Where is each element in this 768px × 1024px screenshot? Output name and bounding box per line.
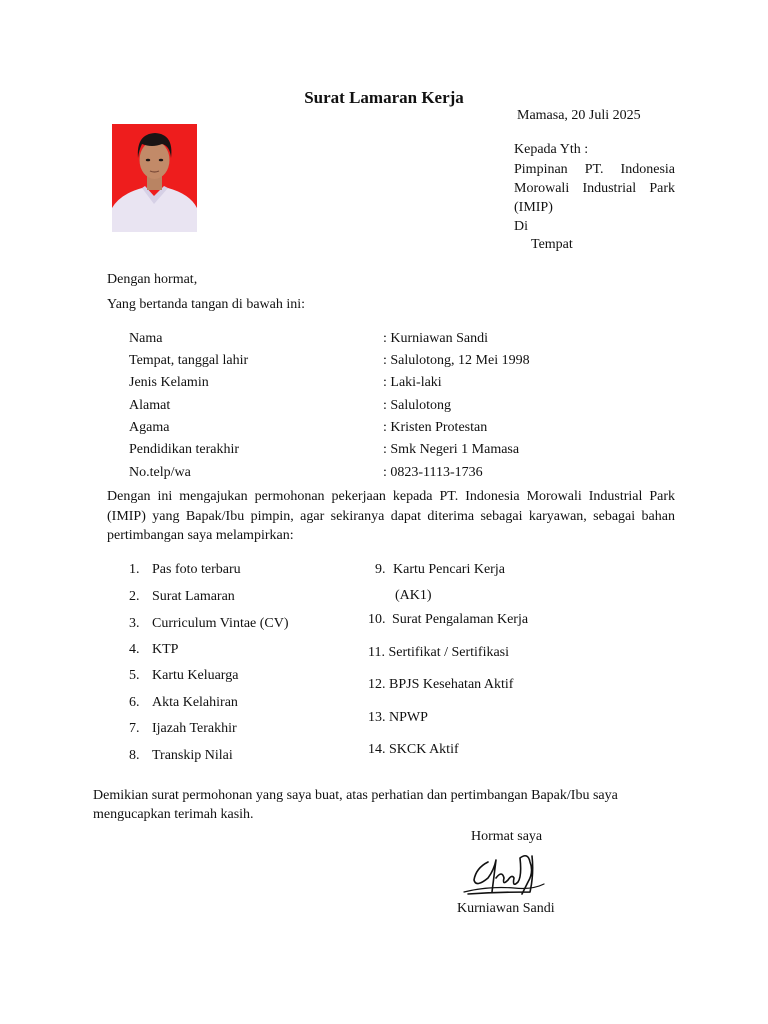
detail-row <box>129 420 689 440</box>
detail-value: : Kurniawan Sandi <box>383 331 488 346</box>
list-text: Pas foto terbaru <box>152 562 241 577</box>
applicant-photo <box>112 124 197 232</box>
list-item <box>368 742 459 758</box>
list-number: 8. <box>129 748 140 763</box>
list-text: (AK1) <box>395 588 432 603</box>
sign-off: Hormat saya <box>471 829 543 844</box>
detail-label: Tempat, tanggal lahir <box>129 353 249 368</box>
list-item <box>368 677 513 693</box>
detail-row <box>129 398 689 418</box>
list-item <box>129 616 289 632</box>
list-number: 4. <box>129 642 140 657</box>
list-text: Surat Pengalaman Kerja <box>392 612 529 627</box>
detail-label: Nama <box>129 331 163 346</box>
detail-value: : Salulotong, 12 Mei 1998 <box>383 353 530 368</box>
list-text: KTP <box>152 642 179 657</box>
detail-row <box>129 442 689 462</box>
list-text: Transkip Nilai <box>152 748 233 763</box>
list-item <box>375 562 505 578</box>
recipient-salutation: Kepada Yth : <box>514 142 589 157</box>
list-number: 14. <box>368 742 386 757</box>
list-number: 6. <box>129 695 140 710</box>
detail-label: Pendidikan terakhir <box>129 442 240 457</box>
list-item <box>368 612 528 628</box>
list-item <box>129 748 233 764</box>
list-text: Curriculum Vintae (CV) <box>152 616 289 631</box>
list-text: Ijazah Terakhir <box>152 721 237 736</box>
signature-image <box>458 848 558 900</box>
list-number: 1. <box>129 562 140 577</box>
detail-value: : 0823-1113-1736 <box>383 465 483 480</box>
greeting: Dengan hormat, <box>107 272 198 287</box>
list-item <box>368 710 428 726</box>
list-number: 13. <box>368 710 386 725</box>
list-item <box>129 589 235 605</box>
list-number: 12. <box>368 677 386 692</box>
detail-value: : Kristen Protestan <box>383 420 488 435</box>
list-text: NPWP <box>389 710 428 725</box>
recipient-line-3: (IMIP) <box>514 200 553 215</box>
recipient-line-2: Morowali Industrial Park <box>514 181 675 196</box>
list-item <box>368 645 509 661</box>
detail-label: Jenis Kelamin <box>129 375 209 390</box>
list-item <box>129 642 178 658</box>
list-number: 10. <box>368 612 386 627</box>
list-text: Kartu Keluarga <box>152 668 239 683</box>
detail-value: : Smk Negeri 1 Mamasa <box>383 442 520 457</box>
list-text: Kartu Pencari Kerja <box>393 562 505 577</box>
detail-label: Agama <box>129 420 170 435</box>
list-text: Sertifikat / Sertifikasi <box>388 645 510 660</box>
list-number: 7. <box>129 721 140 736</box>
list-item <box>129 668 238 684</box>
page-title: Surat Lamaran Kerja <box>304 88 464 107</box>
list-item <box>129 695 238 711</box>
detail-row <box>129 375 689 395</box>
detail-value: : Salulotong <box>383 398 452 413</box>
list-number: 9. <box>375 562 386 577</box>
list-text: BPJS Kesehatan Aktif <box>389 677 514 692</box>
detail-label: Alamat <box>129 398 171 413</box>
list-item <box>129 562 241 578</box>
list-number: 11. <box>368 645 385 660</box>
recipient-line-5: Tempat <box>531 237 573 252</box>
detail-value: : Laki-laki <box>383 375 442 390</box>
body-paragraph: Dengan ini mengajukan permohonan pekerjaan kepada PT. Indonesia Morowali Industrial Park (IMIP) yang Bapak/Ibu pimpin, agar sekiranya dapat diterima sebagai karyawan, sebagai bahan pertimbangan saya melampirkan: <box>107 489 675 543</box>
place-date: Mamasa, 20 Juli 2025 <box>517 108 641 123</box>
signer-name: Kurniawan Sandi <box>457 901 555 916</box>
detail-row <box>129 465 689 485</box>
list-item <box>395 588 432 604</box>
detail-row <box>129 331 689 351</box>
recipient-line-1: Pimpinan PT. Indonesia <box>514 162 675 177</box>
list-text: Surat Lamaran <box>152 589 235 604</box>
list-number: 3. <box>129 616 140 631</box>
detail-label: No.telp/wa <box>129 465 191 480</box>
list-number: 5. <box>129 668 140 683</box>
list-text: SKCK Aktif <box>389 742 459 757</box>
intro-text: Yang bertanda tangan di bawah ini: <box>107 297 306 312</box>
detail-row <box>129 353 689 373</box>
recipient-line-4: Di <box>514 219 528 234</box>
list-item <box>129 721 237 737</box>
closing-paragraph: Demikian surat permohonan yang saya buat, atas perhatian dan pertimbangan Bapak/Ibu saya mengucapkan terimah kasih. <box>93 788 618 822</box>
list-text: Akta Kelahiran <box>152 695 238 710</box>
person-photo-illustration <box>112 124 197 232</box>
list-number: 2. <box>129 589 140 604</box>
